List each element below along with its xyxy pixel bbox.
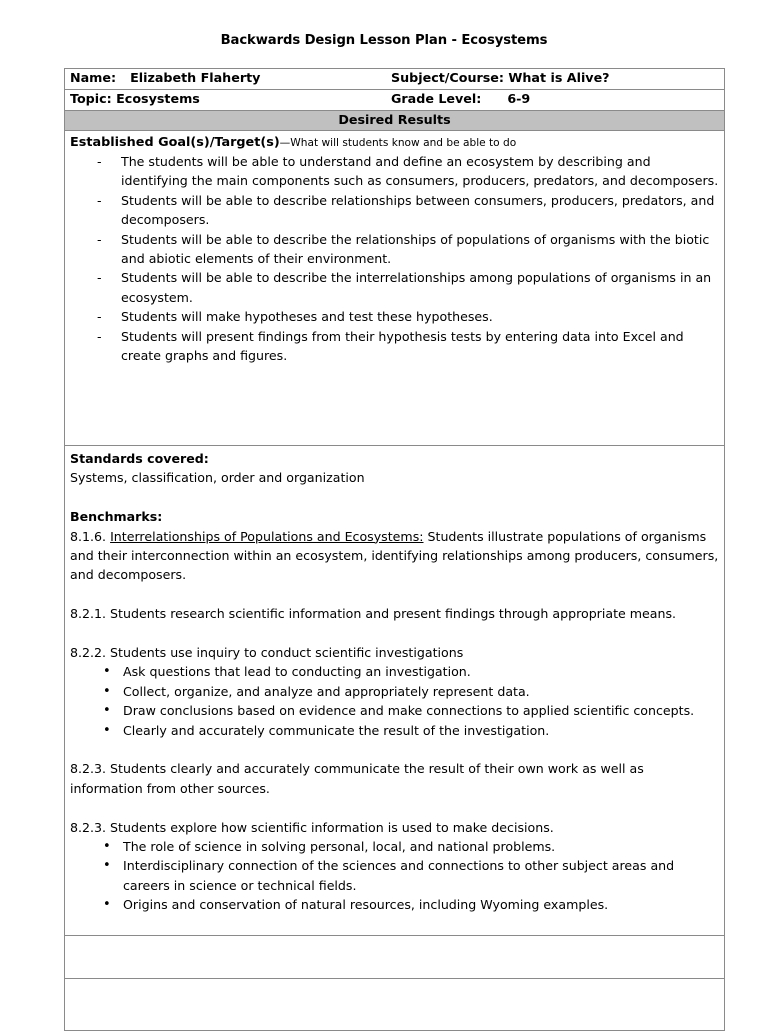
grade-cell <box>391 91 530 106</box>
grade-label: Grade Level: <box>391 91 482 106</box>
name-value: Elizabeth Flaherty <box>130 70 261 85</box>
list-item: • Clearly and accurately communicate the result of the investigation. <box>70 721 719 740</box>
benchmark-816-underlined: Interrelationships of Populations and Ecosystems: <box>110 528 424 544</box>
table-row-name <box>65 69 724 90</box>
list-item: - The students will be able to understand and define an ecosystem by describing and identifying the main components such as consumers, producers, predators, and decomposers. <box>70 152 719 191</box>
name-label: Name: <box>70 70 117 85</box>
subject-label: Subject/Course: <box>391 70 504 85</box>
established-goals-heading <box>70 134 719 152</box>
topic-label: Topic: <box>70 91 112 106</box>
list-item: - Students will make hypotheses and test these hypotheses. <box>70 307 719 326</box>
list-item: - Students will be able to describe relationships between consumers, producers, predators, and decomposers. <box>70 191 719 230</box>
standards-cell <box>65 446 724 936</box>
benchmark-822: 8.2.2. Students use inquiry to conduct scientific investigations <box>70 645 464 661</box>
benchmark-822-list <box>70 662 719 740</box>
established-goals-cell <box>65 131 724 446</box>
spacer <box>70 798 719 817</box>
established-goals-heading-sub: —What will students know and be able to do <box>279 137 517 149</box>
spacer <box>70 488 719 507</box>
spacer <box>70 585 719 604</box>
standards-heading: Standards covered: <box>70 451 209 466</box>
empty-cell-upper <box>65 936 724 979</box>
page-title: Backwards Design Lesson Plan - Ecosystems <box>220 33 548 48</box>
standards-block <box>70 449 719 915</box>
list-item: • Interdisciplinary connection of the sciences and connections to other subject areas and careers in science or technical fields. <box>70 856 719 895</box>
list-item: • Ask questions that lead to conducting an investigation. <box>70 662 719 681</box>
spacer <box>70 740 719 759</box>
desired-results-banner: Desired Results <box>65 111 724 131</box>
benchmark-821: 8.2.1. Students research scientific information and present findings through appropriate means. <box>70 606 677 622</box>
list-item: - Students will be able to describe the relationships of populations of organisms with the biotic and abiotic elements of their environment. <box>70 230 719 269</box>
benchmark-823b-list <box>70 837 719 915</box>
benchmark-823b: 8.2.3. Students explore how scientific information is used to make decisions. <box>70 819 554 835</box>
benchmarks-heading: Benchmarks: <box>70 509 163 525</box>
list-item: • Collect, organize, and analyze and appropriately represent data. <box>70 682 719 701</box>
list-item: • Origins and conservation of natural resources, including Wyoming examples. <box>70 895 719 914</box>
list-item: - Students will be able to describe the interrelationships among populations of organisms in an ecosystem. <box>70 268 719 307</box>
table-row-topic <box>65 90 724 111</box>
benchmark-816-number: 8.1.6. <box>70 528 107 544</box>
benchmark-816 <box>70 527 719 585</box>
empty-cell-lower <box>65 979 724 1030</box>
list-item: • Draw conclusions based on evidence and make connections to applied scientific concepts. <box>70 701 719 720</box>
standards-text: Systems, classification, order and organization <box>70 470 365 486</box>
benchmark-816-text: Students illustrate populations of organisms and their interconnection within an ecosystem, identifying relationships among producers, consumers, and decomposers. <box>70 528 719 583</box>
subject-cell <box>391 70 610 85</box>
list-item: - Students will present findings from their hypothesis tests by entering data into Excel and create graphs and figures. <box>70 327 719 366</box>
established-goals-list <box>70 152 719 365</box>
benchmark-823a: 8.2.3. Students clearly and accurately communicate the result of their own work as well as information from other sources. <box>70 761 644 796</box>
topic-value: Ecosystems <box>116 91 200 106</box>
list-item: • The role of science in solving personal, local, and national problems. <box>70 837 719 856</box>
lesson-plan-table <box>64 68 725 1031</box>
grade-value: 6-9 <box>507 91 531 106</box>
established-goals-heading-bold: Established Goal(s)/Target(s) <box>70 135 280 150</box>
spacer <box>70 624 719 643</box>
subject-value: What is Alive? <box>508 70 610 85</box>
